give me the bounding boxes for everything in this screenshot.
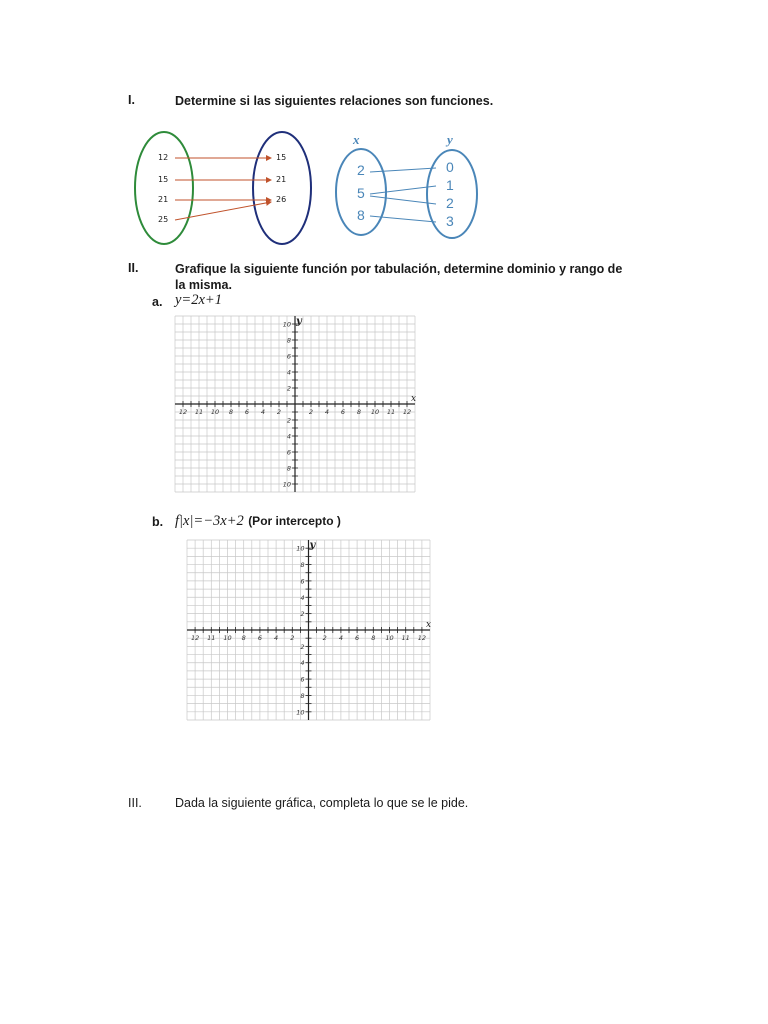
x-tick-label: 11	[401, 634, 410, 642]
x-axis-label: x	[411, 394, 417, 404]
y-tick-label: 10	[282, 320, 291, 329]
y-tick-label: 6	[300, 675, 305, 684]
x-axis-label: x	[426, 620, 432, 630]
range-oval	[253, 132, 311, 244]
x-tick-label: 6	[355, 634, 360, 642]
x-tick-label: 4	[324, 408, 330, 416]
mapping-diagram-2	[330, 134, 480, 242]
x-tick-label: 12	[417, 634, 427, 642]
range-value: 21	[276, 175, 287, 184]
x-tick-label: 2	[290, 634, 295, 642]
x-tick-label: 4	[274, 634, 279, 642]
range-value: 26	[276, 195, 287, 204]
y-tick-label: 10	[282, 480, 291, 489]
x-tick-label: 2	[308, 408, 314, 416]
mapping-diagram-1-svg	[128, 128, 328, 250]
mapping-diagram-1	[128, 128, 328, 250]
x-tick-label: 10	[385, 634, 394, 642]
x-tick-label: 11	[194, 408, 204, 416]
y-tick-label: 4	[300, 659, 305, 668]
section-2-instruction: Grafique la siguiente función por tabulación, determine dominio y rango de la misma.	[175, 262, 623, 292]
x-tick-label: 8	[228, 408, 234, 416]
x-tick-label: 11	[386, 408, 396, 416]
mapping-diagram-2-svg	[330, 134, 480, 242]
x-tick-label: 2	[276, 408, 282, 416]
domain-value: 15	[158, 175, 169, 184]
part-a-equation: y=2x+1	[175, 292, 222, 308]
x-tick-label: 8	[356, 408, 362, 416]
domain-value: 12	[158, 153, 169, 162]
y-tick-label: 4	[286, 432, 291, 441]
y-tick-label: 8	[300, 561, 305, 570]
x-tick-label: 8	[371, 634, 376, 642]
y-tick-label: 4	[286, 368, 291, 377]
y-tick-label: 2	[286, 384, 291, 393]
graph-grid-a	[175, 316, 415, 492]
section-3-number: III.	[128, 796, 142, 810]
x-tick-label: 2	[322, 634, 327, 642]
y-tick-label: 8	[286, 336, 291, 345]
y-tick-label: 4	[300, 593, 305, 602]
y-header: y	[447, 132, 453, 147]
y-tick-label: 6	[300, 577, 305, 586]
y-axis-label: y	[309, 540, 316, 551]
section-1-number: I.	[128, 93, 135, 107]
x-tick-label: 11	[207, 634, 216, 642]
part-b-statement	[175, 512, 341, 530]
range-value: 15	[276, 153, 287, 162]
domain-value: 21	[158, 195, 169, 204]
y-tick-label: 8	[300, 691, 305, 700]
y-tick-label: 10	[296, 708, 305, 717]
y-tick-label: 8	[286, 464, 291, 473]
x-tick-label: 10	[223, 634, 232, 642]
x-tick-label: 12	[402, 408, 412, 416]
x-value: 2	[357, 162, 365, 178]
x-tick-label: 4	[338, 634, 343, 642]
domain-value: 25	[158, 215, 169, 224]
y-tick-label: 2	[286, 416, 291, 425]
part-b-note: (Por intercepto )	[248, 514, 341, 528]
part-b-equation: f|x|=−3x+2	[175, 513, 244, 529]
part-a-label: a.	[152, 295, 163, 309]
y-tick-label: 2	[300, 610, 305, 619]
y-tick-label: 6	[286, 448, 291, 457]
x-header: x	[353, 132, 360, 147]
section-2-number: II.	[128, 261, 139, 275]
graph-grid-a-svg	[175, 316, 415, 492]
x-tick-label: 12	[178, 408, 188, 416]
x-value: 5	[357, 185, 365, 201]
y-tick-label: 10	[296, 544, 305, 553]
y-tick-label: 6	[286, 352, 291, 361]
section-1-instruction: Determine si las siguientes relaciones son funciones.	[175, 94, 494, 108]
x-tick-label: 12	[190, 634, 200, 642]
y-value: 3	[446, 213, 454, 229]
graph-grid-b-svg	[187, 540, 430, 720]
x-tick-label: 4	[260, 408, 266, 416]
domain-oval	[135, 132, 193, 244]
y-axis-label: y	[296, 316, 302, 327]
y-value: 1	[446, 177, 454, 193]
x-value: 8	[357, 207, 365, 223]
x-tick-label: 6	[340, 408, 346, 416]
line-2-0	[370, 168, 436, 172]
section-3-instruction: Dada la siguiente gráfica, completa lo que se le pide.	[175, 796, 469, 810]
x-tick-label: 8	[241, 634, 246, 642]
y-value: 0	[446, 159, 454, 175]
graph-grid-b	[187, 540, 430, 720]
y-value: 2	[446, 195, 454, 211]
part-b-label: b.	[152, 515, 164, 529]
x-tick-label: 6	[244, 408, 250, 416]
y-tick-label: 2	[300, 642, 305, 651]
x-tick-label: 6	[257, 634, 262, 642]
x-tick-label: 10	[370, 408, 380, 416]
x-tick-label: 10	[210, 408, 220, 416]
